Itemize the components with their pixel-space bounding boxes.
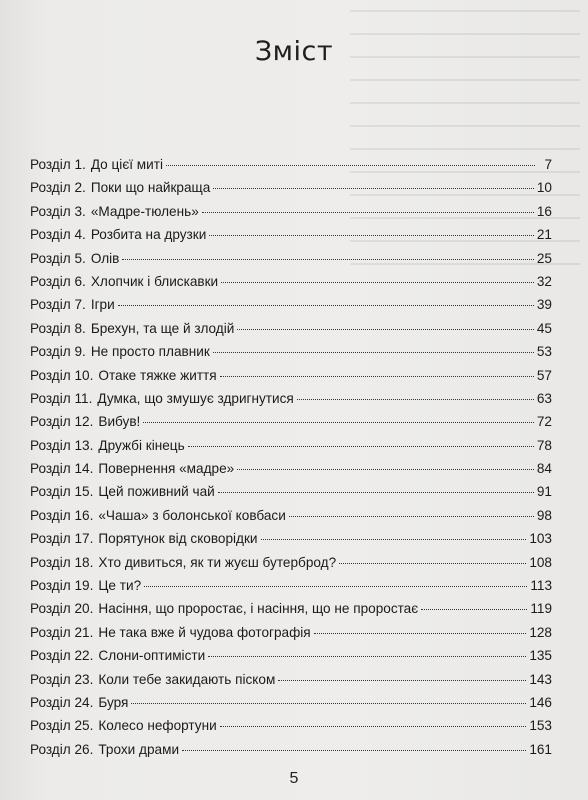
page-ref: 72 [536, 414, 552, 430]
toc-entry [30, 434, 552, 457]
dot-leader [118, 305, 534, 306]
toc-entry [30, 504, 552, 527]
page-ref: 113 [530, 578, 552, 594]
chapter-name: Це ти? [98, 578, 142, 594]
page-ref: 119 [530, 601, 552, 617]
chapter-label: Розділ 20. [30, 601, 94, 617]
chapter-title [30, 223, 206, 246]
dot-leader [208, 656, 526, 657]
chapter-label: Розділ 25. [30, 718, 94, 734]
chapter-title [30, 200, 199, 223]
chapter-name: Брехун, та ще й злодій [90, 320, 235, 336]
chapter-title [30, 668, 275, 691]
chapter-label: Розділ 14. [30, 461, 94, 477]
page-ref: 39 [536, 297, 552, 313]
chapter-label: Розділ 11. [30, 390, 93, 406]
toc-entry [30, 340, 552, 363]
chapter-title [30, 153, 163, 176]
chapter-name: Хлопчик і блискавки [90, 273, 219, 289]
chapter-label: Розділ 22. [30, 648, 94, 664]
chapter-name: Хто дивиться, як ти жуєш бутерброд? [98, 554, 337, 570]
chapter-label: Розділ 5. [30, 250, 86, 266]
dot-leader [218, 492, 534, 493]
chapter-title [30, 621, 311, 644]
page-ref: 25 [536, 250, 552, 266]
chapter-title [30, 410, 140, 433]
page-ref: 161 [529, 741, 552, 757]
page-ref: 32 [536, 273, 552, 289]
chapter-name: Буря [98, 694, 129, 710]
chapter-label: Розділ 4. [30, 227, 86, 243]
toc-entry [30, 200, 552, 223]
dot-leader [188, 446, 534, 447]
toc-entry [30, 364, 552, 387]
page-ref: 78 [536, 437, 552, 453]
chapter-name: Трохи драми [98, 741, 180, 757]
toc-entry [30, 527, 552, 550]
dot-leader [122, 259, 533, 260]
page-ref: 21 [536, 227, 552, 243]
chapter-label: Розділ 13. [30, 437, 94, 453]
chapter-label: Розділ 9. [30, 344, 86, 360]
page-ref: 153 [529, 718, 552, 734]
chapter-name: Ігри [90, 297, 115, 313]
dot-leader [221, 282, 534, 283]
chapter-title [30, 457, 234, 480]
chapter-name: Не така вже й чудова фотографія [98, 624, 311, 640]
toc-entry [30, 714, 552, 737]
chapter-title [30, 247, 119, 270]
toc-entry [30, 247, 552, 270]
chapter-label: Розділ 16. [30, 507, 94, 523]
chapter-title [30, 551, 336, 574]
dot-leader [314, 633, 527, 634]
chapter-title [30, 293, 115, 316]
dot-leader [144, 586, 527, 587]
chapter-label: Розділ 19. [30, 578, 94, 594]
chapter-name: Олів [90, 250, 120, 266]
toc-entry [30, 621, 552, 644]
dot-leader [220, 376, 534, 377]
toc-entry [30, 480, 552, 503]
chapter-name: Дружбі кінець [98, 437, 185, 453]
page-ref: 98 [536, 507, 552, 523]
chapter-name: Поки що найкраща [90, 180, 211, 196]
toc-entry [30, 410, 552, 433]
chapter-label: Розділ 21. [30, 624, 94, 640]
page-ref: 91 [536, 484, 552, 500]
toc-entry [30, 457, 552, 480]
toc-entry [30, 176, 552, 199]
page-ref: 53 [536, 344, 552, 360]
chapter-name: До цієї миті [90, 157, 163, 172]
page-ref: 103 [529, 531, 552, 547]
chapter-label: Розділ 2. [30, 180, 86, 196]
dot-leader [166, 165, 535, 166]
dot-leader [278, 680, 526, 681]
chapter-title [30, 691, 128, 714]
toc-entry [30, 270, 552, 293]
dot-leader [143, 422, 534, 423]
chapter-name: Цей поживний чай [98, 484, 215, 500]
dot-leader [289, 516, 534, 517]
chapter-name: Колесо нефортуни [98, 718, 217, 734]
chapter-name: Вибув! [98, 414, 141, 430]
page-ref: 63 [536, 390, 552, 406]
chapter-label: Розділ 17. [30, 531, 94, 547]
dot-leader [261, 539, 527, 540]
dot-leader [220, 726, 527, 727]
table-of-contents [30, 153, 552, 761]
chapter-title [30, 480, 215, 503]
chapter-title [30, 364, 217, 387]
dot-leader [237, 469, 534, 470]
toc-entry [30, 668, 552, 691]
chapter-label: Розділ 1. [30, 157, 86, 172]
toc-entry [30, 293, 552, 316]
chapter-name: Не просто плавник [90, 344, 210, 360]
toc-entry [30, 644, 552, 667]
toc-entry [30, 387, 552, 410]
chapter-label: Розділ 18. [30, 554, 94, 570]
dot-leader [213, 188, 534, 189]
chapter-name: «Чаша» з болонської ковбаси [98, 507, 286, 523]
chapter-title [30, 270, 218, 293]
chapter-label: Розділ 10. [30, 367, 94, 383]
toc-entry [30, 691, 552, 714]
chapter-label: Розділ 24. [30, 694, 94, 710]
page-ref: 108 [529, 554, 552, 570]
chapter-title [30, 176, 210, 199]
page-ref: 57 [536, 367, 552, 383]
dot-leader [182, 750, 526, 751]
chapter-label: Розділ 6. [30, 273, 86, 289]
page-ref: 45 [536, 320, 552, 336]
page-ref: 135 [529, 648, 552, 664]
chapter-name: Отаке тяжке життя [98, 367, 217, 383]
chapter-name: Коли тебе закидають піском [98, 671, 276, 687]
toc-entry [30, 574, 552, 597]
dot-leader [297, 399, 534, 400]
dot-leader [131, 703, 526, 704]
chapter-title [30, 387, 294, 410]
page-ref: 16 [536, 203, 552, 219]
page-ref: 143 [529, 671, 552, 687]
toc-entry [30, 223, 552, 246]
chapter-label: Розділ 15. [30, 484, 94, 500]
chapter-label: Розділ 12. [30, 414, 94, 430]
chapter-name: Розбита на друзки [90, 227, 207, 243]
page-number: 5 [289, 770, 299, 787]
dot-leader [209, 235, 534, 236]
chapter-title [30, 340, 210, 363]
dot-leader [213, 352, 534, 353]
chapter-label: Розділ 26. [30, 741, 94, 757]
chapter-title [30, 434, 185, 457]
chapter-name: Насіння, що проростає, і насіння, що не проростає [98, 601, 419, 617]
chapter-title [30, 504, 286, 527]
chapter-name: «Мадре-тюлень» [90, 203, 199, 219]
chapter-title [30, 527, 258, 550]
chapter-title [30, 317, 234, 340]
chapter-name: Повернення «мадре» [98, 461, 235, 477]
chapter-title [30, 597, 418, 620]
page-ref: 10 [536, 180, 552, 196]
page-ref: 84 [536, 461, 552, 477]
chapter-title [30, 574, 141, 597]
chapter-name: Слони-оптимісти [98, 648, 206, 664]
toc-entry [30, 551, 552, 574]
chapter-title [30, 738, 179, 761]
page-ref: 128 [529, 624, 552, 640]
toc-entry [30, 153, 552, 176]
chapter-label: Розділ 23. [30, 671, 94, 687]
page-ref: 146 [529, 694, 552, 710]
page-ref: 7 [544, 157, 552, 172]
chapter-label: Розділ 8. [30, 320, 86, 336]
chapter-name: Порятунок від сковорідки [98, 531, 258, 547]
chapter-label: Розділ 3. [30, 203, 86, 219]
toc-entry [30, 738, 552, 761]
page-title: Зміст [254, 36, 334, 67]
chapter-name: Думка, що змушує здригнутися [97, 390, 294, 406]
chapter-title [30, 644, 205, 667]
chapter-title [30, 714, 217, 737]
chapter-label: Розділ 7. [30, 297, 86, 313]
dot-leader [421, 609, 527, 610]
dot-leader [339, 563, 526, 564]
toc-entry [30, 597, 552, 620]
dot-leader [237, 329, 534, 330]
dot-leader [202, 212, 534, 213]
toc-entry [30, 317, 552, 340]
